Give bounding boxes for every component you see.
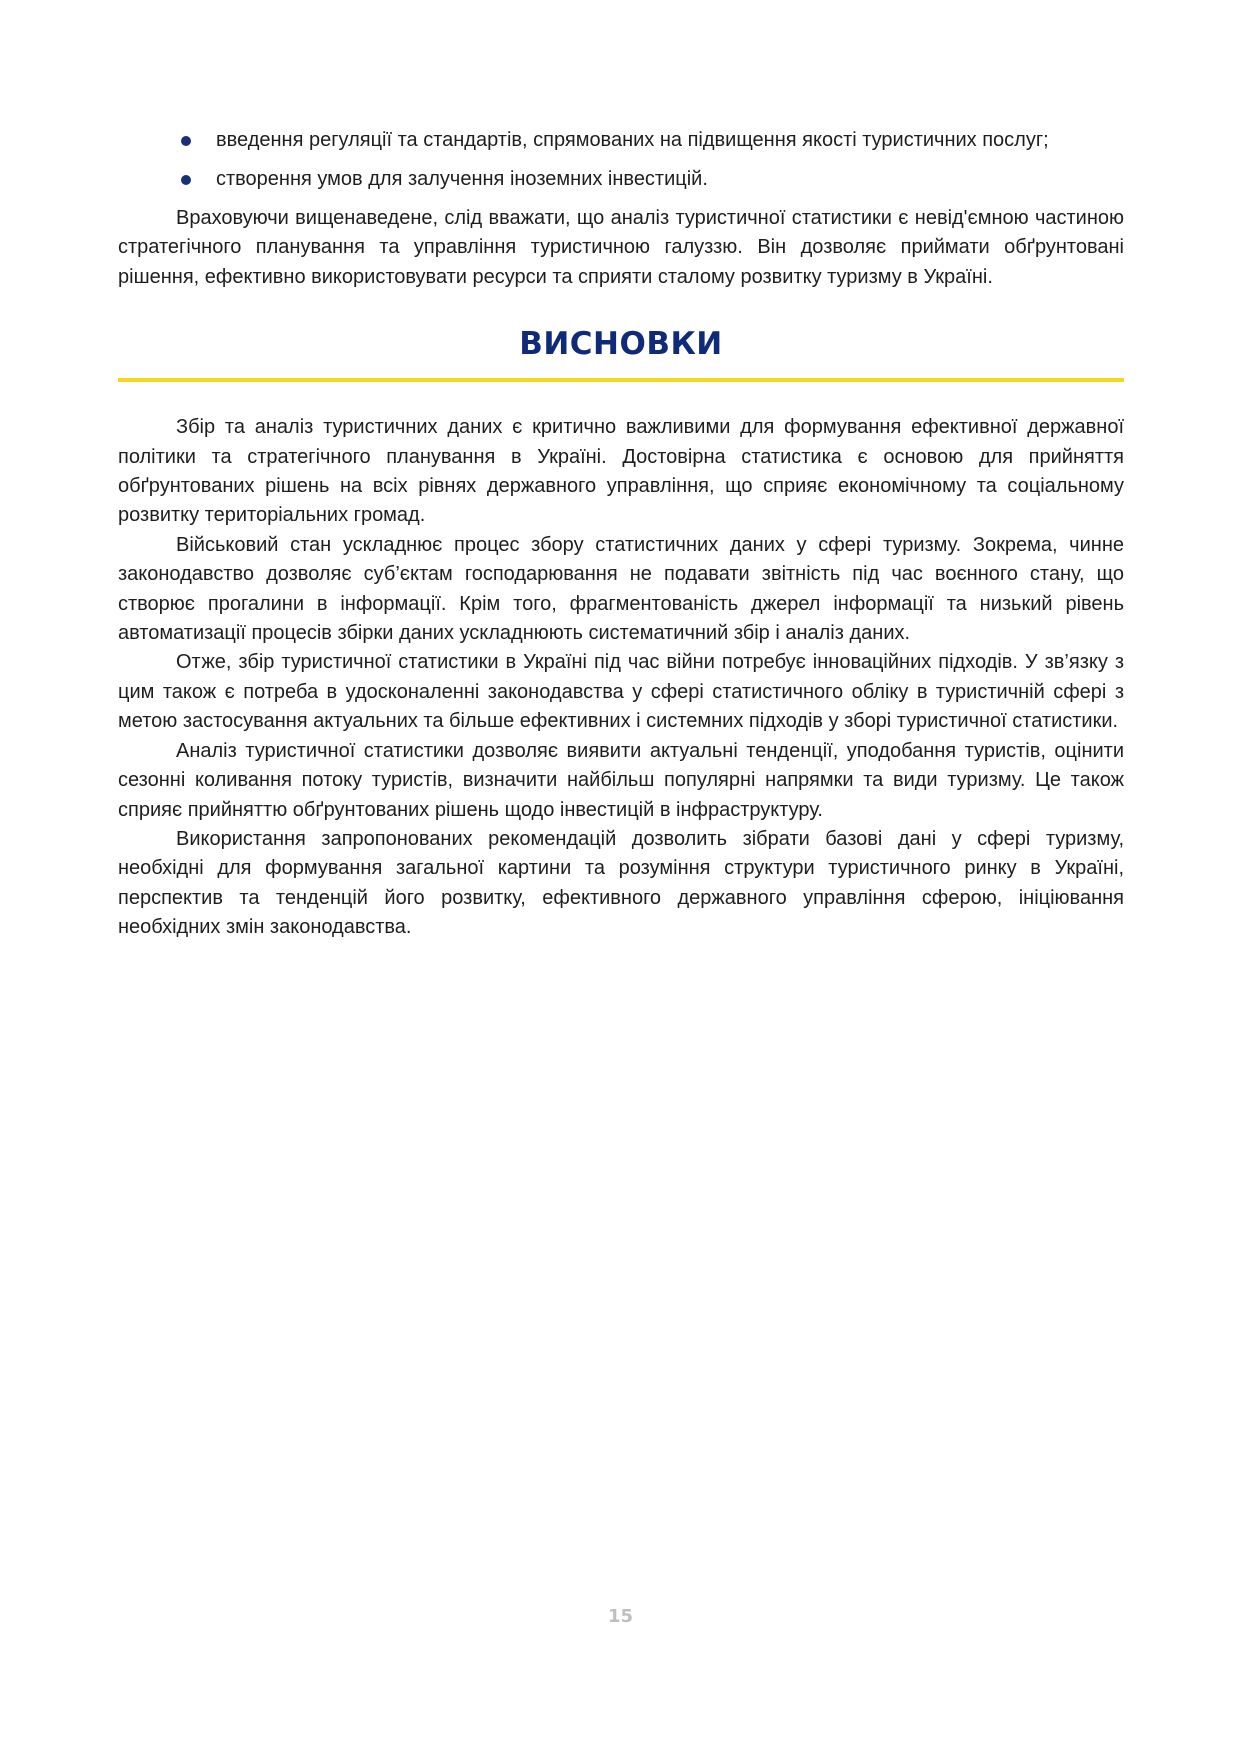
document-page xyxy=(118,126,1124,943)
list-item xyxy=(118,126,1124,155)
conclusions-body xyxy=(118,413,1124,942)
bullet-text: введення регуляції та стандартів, спрямованих на підвищення якості туристичних послуг; xyxy=(216,129,1049,151)
conclusion-paragraph: Збір та аналіз туристичних даних є критично важливими для формування ефективної державної політики та стратегічного планування в Україні. Достовірна статистика є основою для прийняття обґрунтованих рішень на всіх рівнях державного управління, що сприяє економічному та соціальному розвитку територіальних громад. xyxy=(118,416,1124,527)
page-number: 15 xyxy=(607,1606,634,1627)
bullet-list xyxy=(118,126,1124,194)
bullet-dot-icon xyxy=(181,175,191,185)
conclusion-paragraph: Військовий стан ускладнює процес збору статистичних даних у сфері туризму. Зокрема, чинне законодавство дозволяє суб’єктам господарювання не подавати звітність під час воєнного стану, що створює прогалини в інформації. Крім того, фрагментованість джерел інформації та низький рівень автоматизації процесів збірки даних ускладнюють систематичний збір і аналіз даних. xyxy=(118,533,1124,645)
conclusion-paragraph: Отже, збір туристичної статистики в Україні під час війни потребує інноваційних підходів. У зв’язку з цим також є потреба в удосконаленні законодавства у сфері статистичного обліку в туристичній сфері з метою застосування актуальних та більше ефективних і системних підходів у зборі туристичної статистики. xyxy=(118,651,1124,733)
intro-paragraph: Враховуючи вищенаведене, слід вважати, що аналіз туристичної статистики є невід'ємною частиною стратегічного планування та управління туристичною галуззю. Він дозволяє приймати обґрунтовані рішення, ефективно використовувати ресурси та сприяти сталому розвитку туризму в Україні. xyxy=(118,207,1124,288)
conclusion-paragraph: Аналіз туристичної статистики дозволяє виявити актуальні тенденції, уподобання туристів, оцінити сезонні коливання потоку туристів, визначити найбільш популярні напрямки та види туризму. Це також сприяє прийняттю обґрунтованих рішень щодо інвестицій в інфраструктуру. xyxy=(118,739,1124,821)
section-title: ВИСНОВКИ xyxy=(519,326,723,363)
conclusion-paragraph: Використання запропонованих рекомендацій дозволить зібрати базові дані у сфері туризму, необхідні для формування загальної картини та розуміння структури туристичного ринку в Україні, перспектив та тенденцій його розвитку, ефективного державного управління сферою, ініціювання необхідних змін законодавства. xyxy=(118,827,1124,939)
title-underline xyxy=(118,378,1124,382)
bullet-dot-icon xyxy=(181,136,191,146)
bullet-text: створення умов для залучення іноземних інвестицій. xyxy=(216,168,708,190)
list-item xyxy=(118,165,1124,194)
